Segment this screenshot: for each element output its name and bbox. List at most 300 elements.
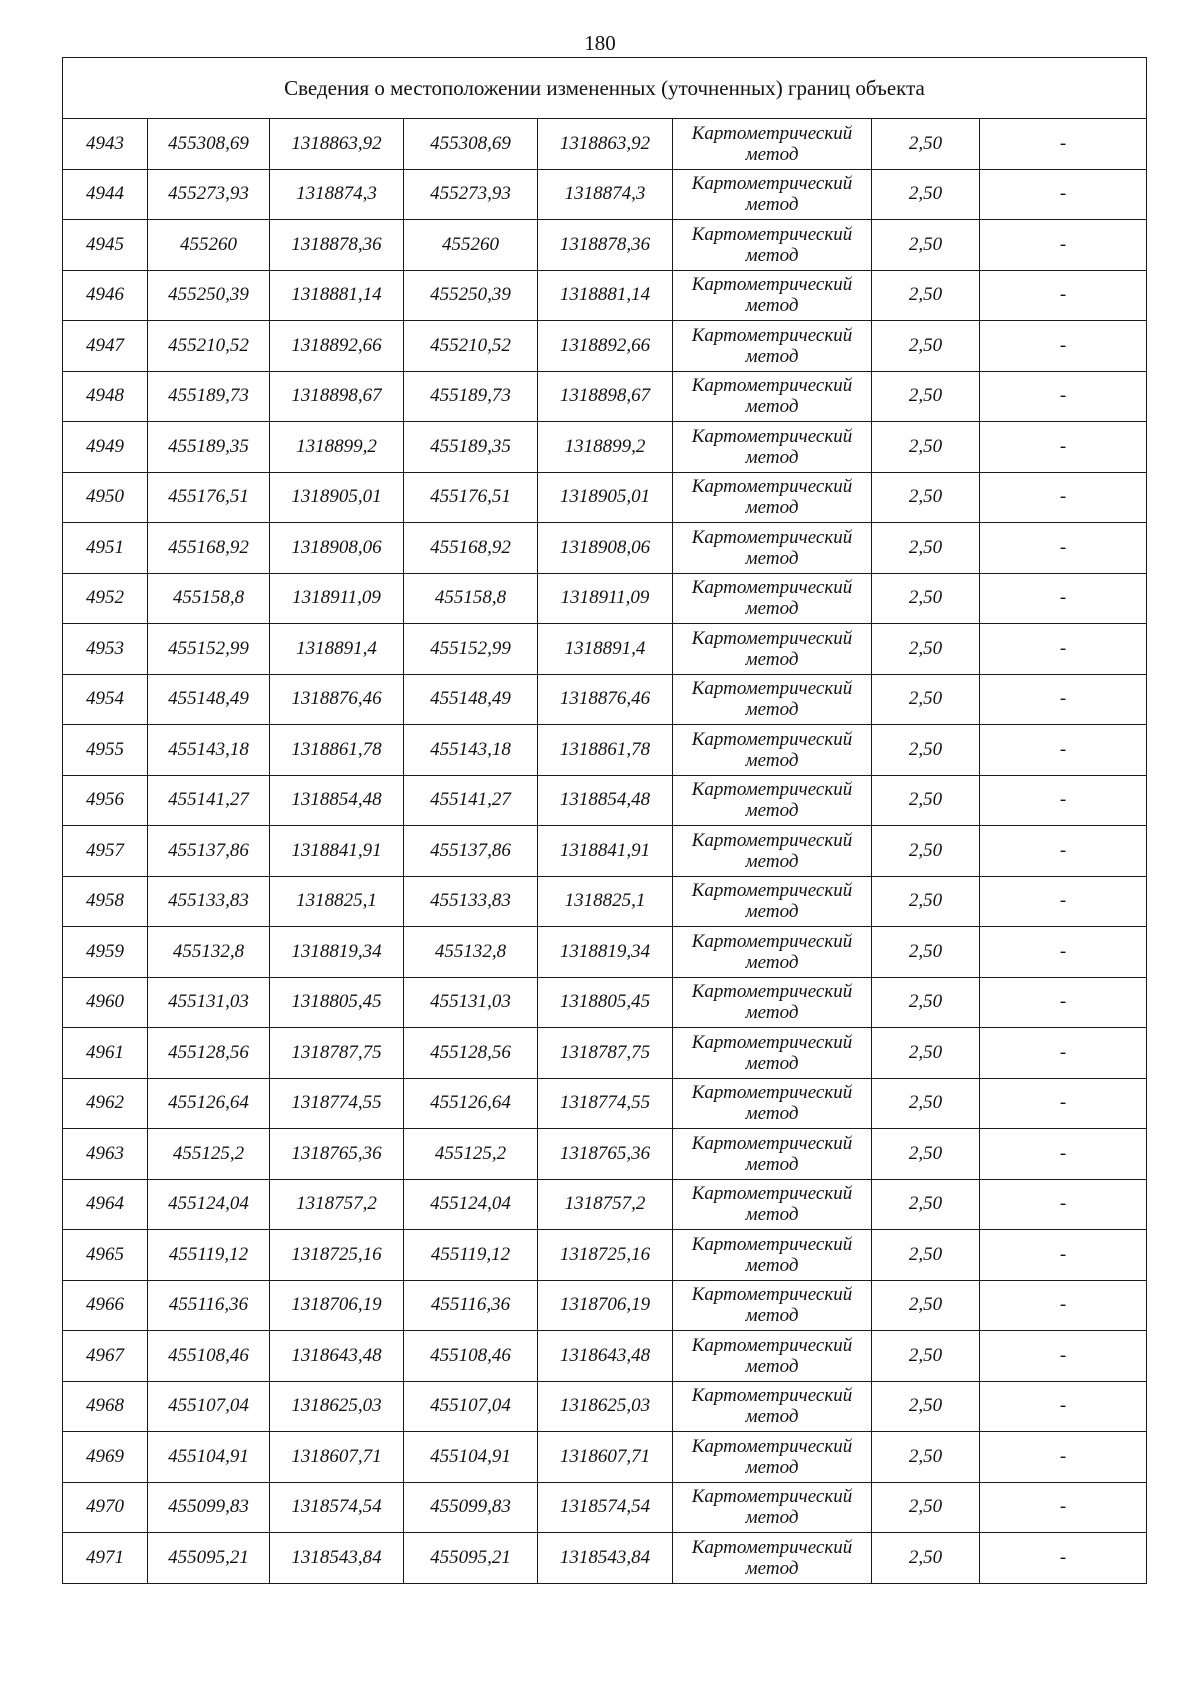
- y-old-cell: 1318765,36: [270, 1129, 404, 1180]
- y-new-cell: 1318706,19: [538, 1280, 673, 1331]
- y-old-cell: 1318876,46: [270, 674, 404, 725]
- x-old-cell: 455133,83: [148, 876, 270, 927]
- method-text-line-2: метод: [745, 1153, 799, 1175]
- y-new-cell: 1318825,1: [538, 876, 673, 927]
- accuracy-cell: 2,50: [872, 371, 980, 422]
- x-old-cell: 455210,52: [148, 321, 270, 372]
- table-row: [63, 674, 1147, 725]
- accuracy-cell: 2,50: [872, 826, 980, 877]
- y-new-cell: 1318908,06: [538, 523, 673, 574]
- method-text-line-2: метод: [745, 1355, 799, 1377]
- x-old-cell: 455141,27: [148, 775, 270, 826]
- y-new-cell: 1318876,46: [538, 674, 673, 725]
- y-new-cell: 1318841,91: [538, 826, 673, 877]
- y-new-cell: 1318543,84: [538, 1533, 673, 1584]
- y-new-cell: 1318898,67: [538, 371, 673, 422]
- x-old-cell: 455148,49: [148, 674, 270, 725]
- table-row: [63, 472, 1147, 523]
- point-number-cell: 4951: [63, 523, 148, 574]
- x-old-cell: 455125,2: [148, 1129, 270, 1180]
- x-old-cell: 455250,39: [148, 270, 270, 321]
- x-old-cell: 455168,92: [148, 523, 270, 574]
- y-new-cell: 1318725,16: [538, 1230, 673, 1281]
- x-new-cell: 455116,36: [404, 1280, 538, 1331]
- accuracy-cell: 2,50: [872, 725, 980, 776]
- method-text-line-1: Картометрический: [691, 1284, 853, 1306]
- method-text-line-2: метод: [745, 194, 799, 216]
- point-number-cell: 4967: [63, 1331, 148, 1382]
- method-text-line-1: Картометрический: [691, 1435, 853, 1457]
- y-old-cell: 1318706,19: [270, 1280, 404, 1331]
- y-new-cell: 1318574,54: [538, 1482, 673, 1533]
- page-number: 180: [584, 31, 616, 55]
- table-body: [63, 119, 1147, 1584]
- x-old-cell: 455308,69: [148, 119, 270, 170]
- accuracy-cell: 2,50: [872, 422, 980, 473]
- method-cell: [673, 1432, 872, 1483]
- note-cell: -: [980, 1331, 1147, 1382]
- accuracy-cell: 2,50: [872, 775, 980, 826]
- method-cell: [673, 220, 872, 271]
- y-old-cell: 1318625,03: [270, 1381, 404, 1432]
- point-number-cell: 4952: [63, 573, 148, 624]
- accuracy-cell: 2,50: [872, 1078, 980, 1129]
- y-new-cell: 1318892,66: [538, 321, 673, 372]
- table-row: [63, 523, 1147, 574]
- x-new-cell: 455133,83: [404, 876, 538, 927]
- note-cell: -: [980, 1129, 1147, 1180]
- method-text-line-1: Картометрический: [691, 1183, 853, 1205]
- x-old-cell: 455095,21: [148, 1533, 270, 1584]
- y-new-cell: 1318899,2: [538, 422, 673, 473]
- x-old-cell: 455132,8: [148, 927, 270, 978]
- table-row: [63, 1331, 1147, 1382]
- note-cell: -: [980, 1078, 1147, 1129]
- method-text-line-2: метод: [745, 547, 799, 569]
- x-new-cell: 455189,35: [404, 422, 538, 473]
- accuracy-cell: 2,50: [872, 1482, 980, 1533]
- coordinates-table: [62, 57, 1147, 1584]
- y-old-cell: 1318878,36: [270, 220, 404, 271]
- table-row: [63, 270, 1147, 321]
- y-old-cell: 1318774,55: [270, 1078, 404, 1129]
- y-old-cell: 1318607,71: [270, 1432, 404, 1483]
- note-cell: -: [980, 725, 1147, 776]
- method-text-line-1: Картометрический: [691, 1082, 853, 1104]
- y-old-cell: 1318643,48: [270, 1331, 404, 1382]
- note-cell: -: [980, 371, 1147, 422]
- method-cell: [673, 1078, 872, 1129]
- method-text-line-1: Картометрический: [691, 274, 853, 296]
- x-new-cell: 455308,69: [404, 119, 538, 170]
- table-row: [63, 371, 1147, 422]
- accuracy-cell: 2,50: [872, 1129, 980, 1180]
- y-old-cell: 1318863,92: [270, 119, 404, 170]
- note-cell: -: [980, 472, 1147, 523]
- point-number-cell: 4960: [63, 977, 148, 1028]
- method-text-line-1: Картометрический: [691, 526, 853, 548]
- table-row: [63, 1432, 1147, 1483]
- accuracy-cell: 2,50: [872, 523, 980, 574]
- method-text-line-2: метод: [745, 1456, 799, 1478]
- accuracy-cell: 2,50: [872, 1432, 980, 1483]
- x-old-cell: 455119,12: [148, 1230, 270, 1281]
- method-cell: [673, 1381, 872, 1432]
- x-old-cell: 455176,51: [148, 472, 270, 523]
- point-number-cell: 4953: [63, 624, 148, 675]
- method-cell: [673, 876, 872, 927]
- note-cell: -: [980, 624, 1147, 675]
- note-cell: -: [980, 1028, 1147, 1079]
- point-number-cell: 4969: [63, 1432, 148, 1483]
- x-old-cell: 455107,04: [148, 1381, 270, 1432]
- accuracy-cell: 2,50: [872, 977, 980, 1028]
- x-old-cell: 455108,46: [148, 1331, 270, 1382]
- point-number-cell: 4962: [63, 1078, 148, 1129]
- method-text-line-2: метод: [745, 800, 799, 822]
- y-new-cell: 1318905,01: [538, 472, 673, 523]
- note-cell: -: [980, 1280, 1147, 1331]
- x-new-cell: 455152,99: [404, 624, 538, 675]
- point-number-cell: 4966: [63, 1280, 148, 1331]
- method-text-line-2: метод: [745, 1406, 799, 1428]
- accuracy-cell: 2,50: [872, 1331, 980, 1382]
- method-cell: [673, 1482, 872, 1533]
- table-row: [63, 775, 1147, 826]
- x-old-cell: 455131,03: [148, 977, 270, 1028]
- y-new-cell: 1318891,4: [538, 624, 673, 675]
- method-text-line-2: метод: [745, 598, 799, 620]
- point-number-cell: 4956: [63, 775, 148, 826]
- method-text-line-2: метод: [745, 396, 799, 418]
- method-cell: [673, 927, 872, 978]
- y-new-cell: 1318757,2: [538, 1179, 673, 1230]
- method-cell: [673, 977, 872, 1028]
- method-text-line-1: Картометрический: [691, 375, 853, 397]
- point-number-cell: 4970: [63, 1482, 148, 1533]
- table-row: [63, 1533, 1147, 1584]
- table-row: [63, 1078, 1147, 1129]
- method-text-line-2: метод: [745, 1557, 799, 1579]
- x-new-cell: 455128,56: [404, 1028, 538, 1079]
- method-text-line-2: метод: [745, 648, 799, 670]
- y-old-cell: 1318543,84: [270, 1533, 404, 1584]
- note-cell: -: [980, 1381, 1147, 1432]
- table-row: [63, 876, 1147, 927]
- table-row: [63, 119, 1147, 170]
- y-old-cell: 1318819,34: [270, 927, 404, 978]
- method-text-line-2: метод: [745, 1254, 799, 1276]
- x-new-cell: 455099,83: [404, 1482, 538, 1533]
- x-new-cell: 455176,51: [404, 472, 538, 523]
- y-old-cell: 1318891,4: [270, 624, 404, 675]
- point-number-cell: 4958: [63, 876, 148, 927]
- method-cell: [673, 1129, 872, 1180]
- y-old-cell: 1318881,14: [270, 270, 404, 321]
- y-old-cell: 1318757,2: [270, 1179, 404, 1230]
- point-number-cell: 4949: [63, 422, 148, 473]
- note-cell: -: [980, 1230, 1147, 1281]
- table-row: [63, 1230, 1147, 1281]
- method-cell: [673, 1280, 872, 1331]
- x-new-cell: 455131,03: [404, 977, 538, 1028]
- x-new-cell: 455132,8: [404, 927, 538, 978]
- x-new-cell: 455095,21: [404, 1533, 538, 1584]
- note-cell: -: [980, 1482, 1147, 1533]
- accuracy-cell: 2,50: [872, 1280, 980, 1331]
- y-old-cell: 1318861,78: [270, 725, 404, 776]
- point-number-cell: 4959: [63, 927, 148, 978]
- table-row: [63, 573, 1147, 624]
- point-number-cell: 4948: [63, 371, 148, 422]
- method-text-line-2: метод: [745, 295, 799, 317]
- y-old-cell: 1318574,54: [270, 1482, 404, 1533]
- note-cell: -: [980, 1533, 1147, 1584]
- accuracy-cell: 2,50: [872, 876, 980, 927]
- y-new-cell: 1318819,34: [538, 927, 673, 978]
- y-new-cell: 1318854,48: [538, 775, 673, 826]
- point-number-cell: 4961: [63, 1028, 148, 1079]
- point-number-cell: 4943: [63, 119, 148, 170]
- x-old-cell: 455124,04: [148, 1179, 270, 1230]
- method-text-line-2: метод: [745, 951, 799, 973]
- y-old-cell: 1318908,06: [270, 523, 404, 574]
- method-text-line-2: метод: [745, 1052, 799, 1074]
- method-text-line-2: метод: [745, 244, 799, 266]
- method-cell: [673, 674, 872, 725]
- note-cell: -: [980, 422, 1147, 473]
- table-row: [63, 826, 1147, 877]
- x-old-cell: 455099,83: [148, 1482, 270, 1533]
- point-number-cell: 4963: [63, 1129, 148, 1180]
- method-cell: [673, 422, 872, 473]
- method-text-line-2: метод: [745, 1305, 799, 1327]
- table-title: Сведения о местоположении измененных (уточненных) границ объекта: [63, 58, 1147, 119]
- y-old-cell: 1318825,1: [270, 876, 404, 927]
- point-number-cell: 4945: [63, 220, 148, 271]
- x-new-cell: 455260: [404, 220, 538, 271]
- method-cell: [673, 573, 872, 624]
- method-text-line-2: метод: [745, 345, 799, 367]
- accuracy-cell: 2,50: [872, 624, 980, 675]
- accuracy-cell: 2,50: [872, 573, 980, 624]
- x-old-cell: 455128,56: [148, 1028, 270, 1079]
- table-row: [63, 1129, 1147, 1180]
- method-text-line-2: метод: [745, 1204, 799, 1226]
- point-number-cell: 4971: [63, 1533, 148, 1584]
- x-old-cell: 455189,73: [148, 371, 270, 422]
- point-number-cell: 4955: [63, 725, 148, 776]
- y-old-cell: 1318874,3: [270, 169, 404, 220]
- x-new-cell: 455189,73: [404, 371, 538, 422]
- y-old-cell: 1318911,09: [270, 573, 404, 624]
- accuracy-cell: 2,50: [872, 1179, 980, 1230]
- y-new-cell: 1318774,55: [538, 1078, 673, 1129]
- method-cell: [673, 270, 872, 321]
- method-text-line-2: метод: [745, 143, 799, 165]
- x-old-cell: 455260: [148, 220, 270, 271]
- accuracy-cell: 2,50: [872, 674, 980, 725]
- accuracy-cell: 2,50: [872, 1533, 980, 1584]
- method-cell: [673, 321, 872, 372]
- table-row: [63, 927, 1147, 978]
- x-old-cell: 455152,99: [148, 624, 270, 675]
- note-cell: -: [980, 220, 1147, 271]
- point-number-cell: 4946: [63, 270, 148, 321]
- note-cell: -: [980, 826, 1147, 877]
- table-row: [63, 220, 1147, 271]
- x-old-cell: 455116,36: [148, 1280, 270, 1331]
- method-text-line-2: метод: [745, 1002, 799, 1024]
- y-new-cell: 1318607,71: [538, 1432, 673, 1483]
- method-cell: [673, 523, 872, 574]
- accuracy-cell: 2,50: [872, 472, 980, 523]
- accuracy-cell: 2,50: [872, 321, 980, 372]
- table-row: [63, 1028, 1147, 1079]
- table-row: [63, 977, 1147, 1028]
- x-new-cell: 455125,2: [404, 1129, 538, 1180]
- accuracy-cell: 2,50: [872, 119, 980, 170]
- method-cell: [673, 775, 872, 826]
- accuracy-cell: 2,50: [872, 169, 980, 220]
- x-new-cell: 455108,46: [404, 1331, 538, 1382]
- method-text-line-1: Картометрический: [691, 324, 853, 346]
- method-text-line-1: Картометрический: [691, 981, 853, 1003]
- y-new-cell: 1318625,03: [538, 1381, 673, 1432]
- method-text-line-1: Картометрический: [691, 1536, 853, 1558]
- method-text-line-1: Картометрический: [691, 728, 853, 750]
- method-text-line-1: Картометрический: [691, 1385, 853, 1407]
- x-new-cell: 455210,52: [404, 321, 538, 372]
- method-text-line-1: Картометрический: [691, 173, 853, 195]
- note-cell: -: [980, 927, 1147, 978]
- x-new-cell: 455126,64: [404, 1078, 538, 1129]
- method-cell: [673, 826, 872, 877]
- point-number-cell: 4968: [63, 1381, 148, 1432]
- x-new-cell: 455107,04: [404, 1381, 538, 1432]
- method-cell: [673, 1533, 872, 1584]
- table-row: [63, 1280, 1147, 1331]
- method-text-line-1: Картометрический: [691, 1233, 853, 1255]
- note-cell: -: [980, 119, 1147, 170]
- method-text-line-2: метод: [745, 901, 799, 923]
- x-old-cell: 455189,35: [148, 422, 270, 473]
- method-cell: [673, 1331, 872, 1382]
- method-cell: [673, 725, 872, 776]
- method-cell: [673, 169, 872, 220]
- method-text-line-2: метод: [745, 446, 799, 468]
- method-text-line-1: Картометрический: [691, 1334, 853, 1356]
- point-number-cell: 4965: [63, 1230, 148, 1281]
- y-new-cell: 1318874,3: [538, 169, 673, 220]
- table-row: [63, 624, 1147, 675]
- method-text-line-1: Картометрический: [691, 930, 853, 952]
- accuracy-cell: 2,50: [872, 927, 980, 978]
- method-text-line-1: Картометрический: [691, 476, 853, 498]
- note-cell: -: [980, 674, 1147, 725]
- table-row: [63, 1381, 1147, 1432]
- note-cell: -: [980, 1432, 1147, 1483]
- method-text-line-2: метод: [745, 497, 799, 519]
- x-old-cell: 455158,8: [148, 573, 270, 624]
- method-text-line-1: Картометрический: [691, 779, 853, 801]
- x-new-cell: 455168,92: [404, 523, 538, 574]
- y-new-cell: 1318878,36: [538, 220, 673, 271]
- method-text-line-2: метод: [745, 850, 799, 872]
- method-text-line-2: метод: [745, 1103, 799, 1125]
- y-new-cell: 1318643,48: [538, 1331, 673, 1382]
- method-text-line-2: метод: [745, 1507, 799, 1529]
- table-row: [63, 422, 1147, 473]
- method-text-line-1: Картометрический: [691, 627, 853, 649]
- accuracy-cell: 2,50: [872, 270, 980, 321]
- accuracy-cell: 2,50: [872, 1230, 980, 1281]
- method-text-line-1: Картометрический: [691, 1132, 853, 1154]
- accuracy-cell: 2,50: [872, 1028, 980, 1079]
- method-text-line-1: Картометрический: [691, 1031, 853, 1053]
- y-old-cell: 1318892,66: [270, 321, 404, 372]
- table-row: [63, 725, 1147, 776]
- x-new-cell: 455250,39: [404, 270, 538, 321]
- x-new-cell: 455143,18: [404, 725, 538, 776]
- y-old-cell: 1318787,75: [270, 1028, 404, 1079]
- note-cell: -: [980, 775, 1147, 826]
- x-old-cell: 455126,64: [148, 1078, 270, 1129]
- x-new-cell: 455141,27: [404, 775, 538, 826]
- method-cell: [673, 1028, 872, 1079]
- method-cell: [673, 472, 872, 523]
- x-new-cell: 455119,12: [404, 1230, 538, 1281]
- x-new-cell: 455148,49: [404, 674, 538, 725]
- method-text-line-1: Картометрический: [691, 829, 853, 851]
- method-text-line-2: метод: [745, 749, 799, 771]
- method-text-line-1: Картометрический: [691, 577, 853, 599]
- method-text-line-1: Картометрический: [691, 678, 853, 700]
- accuracy-cell: 2,50: [872, 220, 980, 271]
- table-title-row: [63, 58, 1147, 119]
- point-number-cell: 4964: [63, 1179, 148, 1230]
- method-cell: [673, 1179, 872, 1230]
- x-new-cell: 455104,91: [404, 1432, 538, 1483]
- y-new-cell: 1318863,92: [538, 119, 673, 170]
- y-old-cell: 1318898,67: [270, 371, 404, 422]
- x-new-cell: 455158,8: [404, 573, 538, 624]
- note-cell: -: [980, 573, 1147, 624]
- table-row: [63, 169, 1147, 220]
- accuracy-cell: 2,50: [872, 1381, 980, 1432]
- y-new-cell: 1318765,36: [538, 1129, 673, 1180]
- y-old-cell: 1318805,45: [270, 977, 404, 1028]
- note-cell: -: [980, 1179, 1147, 1230]
- y-old-cell: 1318854,48: [270, 775, 404, 826]
- y-new-cell: 1318861,78: [538, 725, 673, 776]
- x-new-cell: 455124,04: [404, 1179, 538, 1230]
- method-cell: [673, 119, 872, 170]
- note-cell: -: [980, 876, 1147, 927]
- y-old-cell: 1318841,91: [270, 826, 404, 877]
- x-new-cell: 455137,86: [404, 826, 538, 877]
- point-number-cell: 4957: [63, 826, 148, 877]
- point-number-cell: 4944: [63, 169, 148, 220]
- table-row: [63, 321, 1147, 372]
- x-new-cell: 455273,93: [404, 169, 538, 220]
- y-new-cell: 1318787,75: [538, 1028, 673, 1079]
- x-old-cell: 455137,86: [148, 826, 270, 877]
- method-text-line-2: метод: [745, 699, 799, 721]
- point-number-cell: 4947: [63, 321, 148, 372]
- table-row: [63, 1179, 1147, 1230]
- note-cell: -: [980, 270, 1147, 321]
